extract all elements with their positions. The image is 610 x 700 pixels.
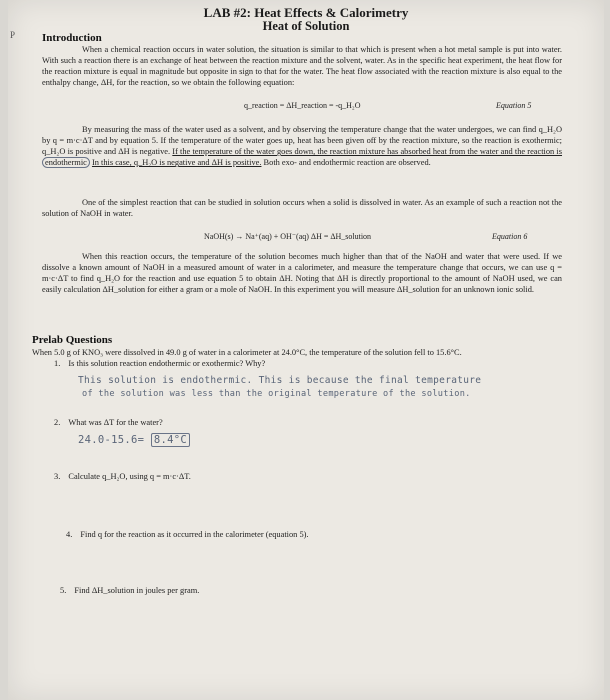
intro-paragraph-1: When a chemical reaction occurs in water solution, the situation is similar to that which is present when a hot metal sample is put into water. With such a reaction there is an exchange of heat between the reaction mixture and the solvent, water. As in the specific heat experiment, the heat flow for the reaction mixture is equal in magnitude but opposite in sign to that for the water. The heat flow associated with the reaction mixture is also equal to the enthalpy change, ΔH, for the reaction, so we obtain the following equation: <box>42 45 562 88</box>
prelab-heading: Prelab Questions <box>32 334 113 346</box>
answer-1-line-2: of the solution was less than the original temperature of the solution. <box>82 389 471 399</box>
answer-2-boxed-result: 8.4°C <box>151 433 190 447</box>
question-1-number: 1. <box>54 359 61 368</box>
equation-6-label: Equation 6 <box>492 232 528 241</box>
question-5-number: 5. <box>60 586 67 595</box>
question-4-text: Find q for the reaction as it occurred in the calorimeter (equation 5). <box>80 530 309 539</box>
para2-part-e: Both exo- and endothermic reaction are observed. <box>263 158 431 168</box>
question-1 <box>54 359 265 368</box>
question-5 <box>60 586 199 595</box>
prelab-intro: When 5.0 g of KNO₃ were dissolved in 49.0 g of water in a calorimeter at 24.0°C, the temperature of the solution fell to 15.6°C. <box>32 348 462 357</box>
answer-2 <box>78 434 190 446</box>
equation-6: NaOH(s) → Na⁺(aq) + OH⁻(aq) ΔH = ΔH_solution <box>204 232 372 241</box>
para2-part-b: If the temperature of the water goes down, the reaction mixture has absorbed heat from the water and the reaction is <box>172 147 563 157</box>
page-subtitle: Heat of Solution <box>262 19 350 33</box>
question-1-text: Is this solution reaction endothermic or exothermic? Why? <box>68 359 266 368</box>
introduction-heading: Introduction <box>42 32 102 44</box>
worksheet-page <box>8 0 604 700</box>
equation-5-label: Equation 5 <box>496 101 532 110</box>
question-4 <box>66 530 309 539</box>
question-5-text: Find ΔH_solution in joules per gram. <box>74 586 200 595</box>
question-3 <box>54 472 191 481</box>
question-3-number: 3. <box>54 472 61 481</box>
question-3-text: Calculate q_H₂O, using q = m·c·ΔT. <box>68 472 191 481</box>
question-2-number: 2. <box>54 418 61 427</box>
intro-paragraph-4: When this reaction occurs, the temperature of the solution becomes much higher than that of the NaOH and water that were used. If we dissolve a known amount of NaOH in a measured amount of water in a calorimeter, and measure the temperature change that occurs, we can use q = m·c·ΔT to find q_H₂O for the reaction and use equation 5 to obtain ΔH. Noting that ΔH is directly proportional to the amount of NaOH used, we can easily calculation ΔH_solution for either a gram or a mole of NaOH. In this experiment you will measure ΔH_solution for an unknown ionic solid. <box>42 252 562 295</box>
answer-1-line-1: This solution is endothermic. This is because the final temperature <box>78 375 482 386</box>
endothermic-circled: endothermic <box>42 157 90 168</box>
para2-part-d: In this case, q_H₂O is negative and ΔH is positive. <box>91 158 262 168</box>
intro-paragraph-2 <box>42 124 562 168</box>
question-2 <box>54 418 163 427</box>
question-4-number: 4. <box>66 530 73 539</box>
page-title: LAB #2: Heat Effects & Calorimetry <box>203 5 409 20</box>
margin-mark: P <box>10 30 16 40</box>
equation-5: q_reaction = ΔH_reaction = -q_H₂O <box>244 101 361 110</box>
question-2-text: What was ΔT for the water? <box>68 418 163 427</box>
answer-2-calculation: 24.0-15.6= <box>78 434 145 446</box>
intro-paragraph-3: One of the simplest reaction that can be studied in solution occurs when a solid is dissolved in water. As an example of such a reaction not the solution of NaOH in water. <box>42 198 562 219</box>
para2-part-a: By measuring the mass of the water used as a solvent, and by observing the temperature change that the water undergoes, we can find q_H₂O by q = m·c·ΔT and by equation 5. If the temperature of the water goes up, heat has been given off by the reaction mixture, so the reaction is exothermic; q_H₂O is positive and ΔH is negative. <box>42 125 562 157</box>
